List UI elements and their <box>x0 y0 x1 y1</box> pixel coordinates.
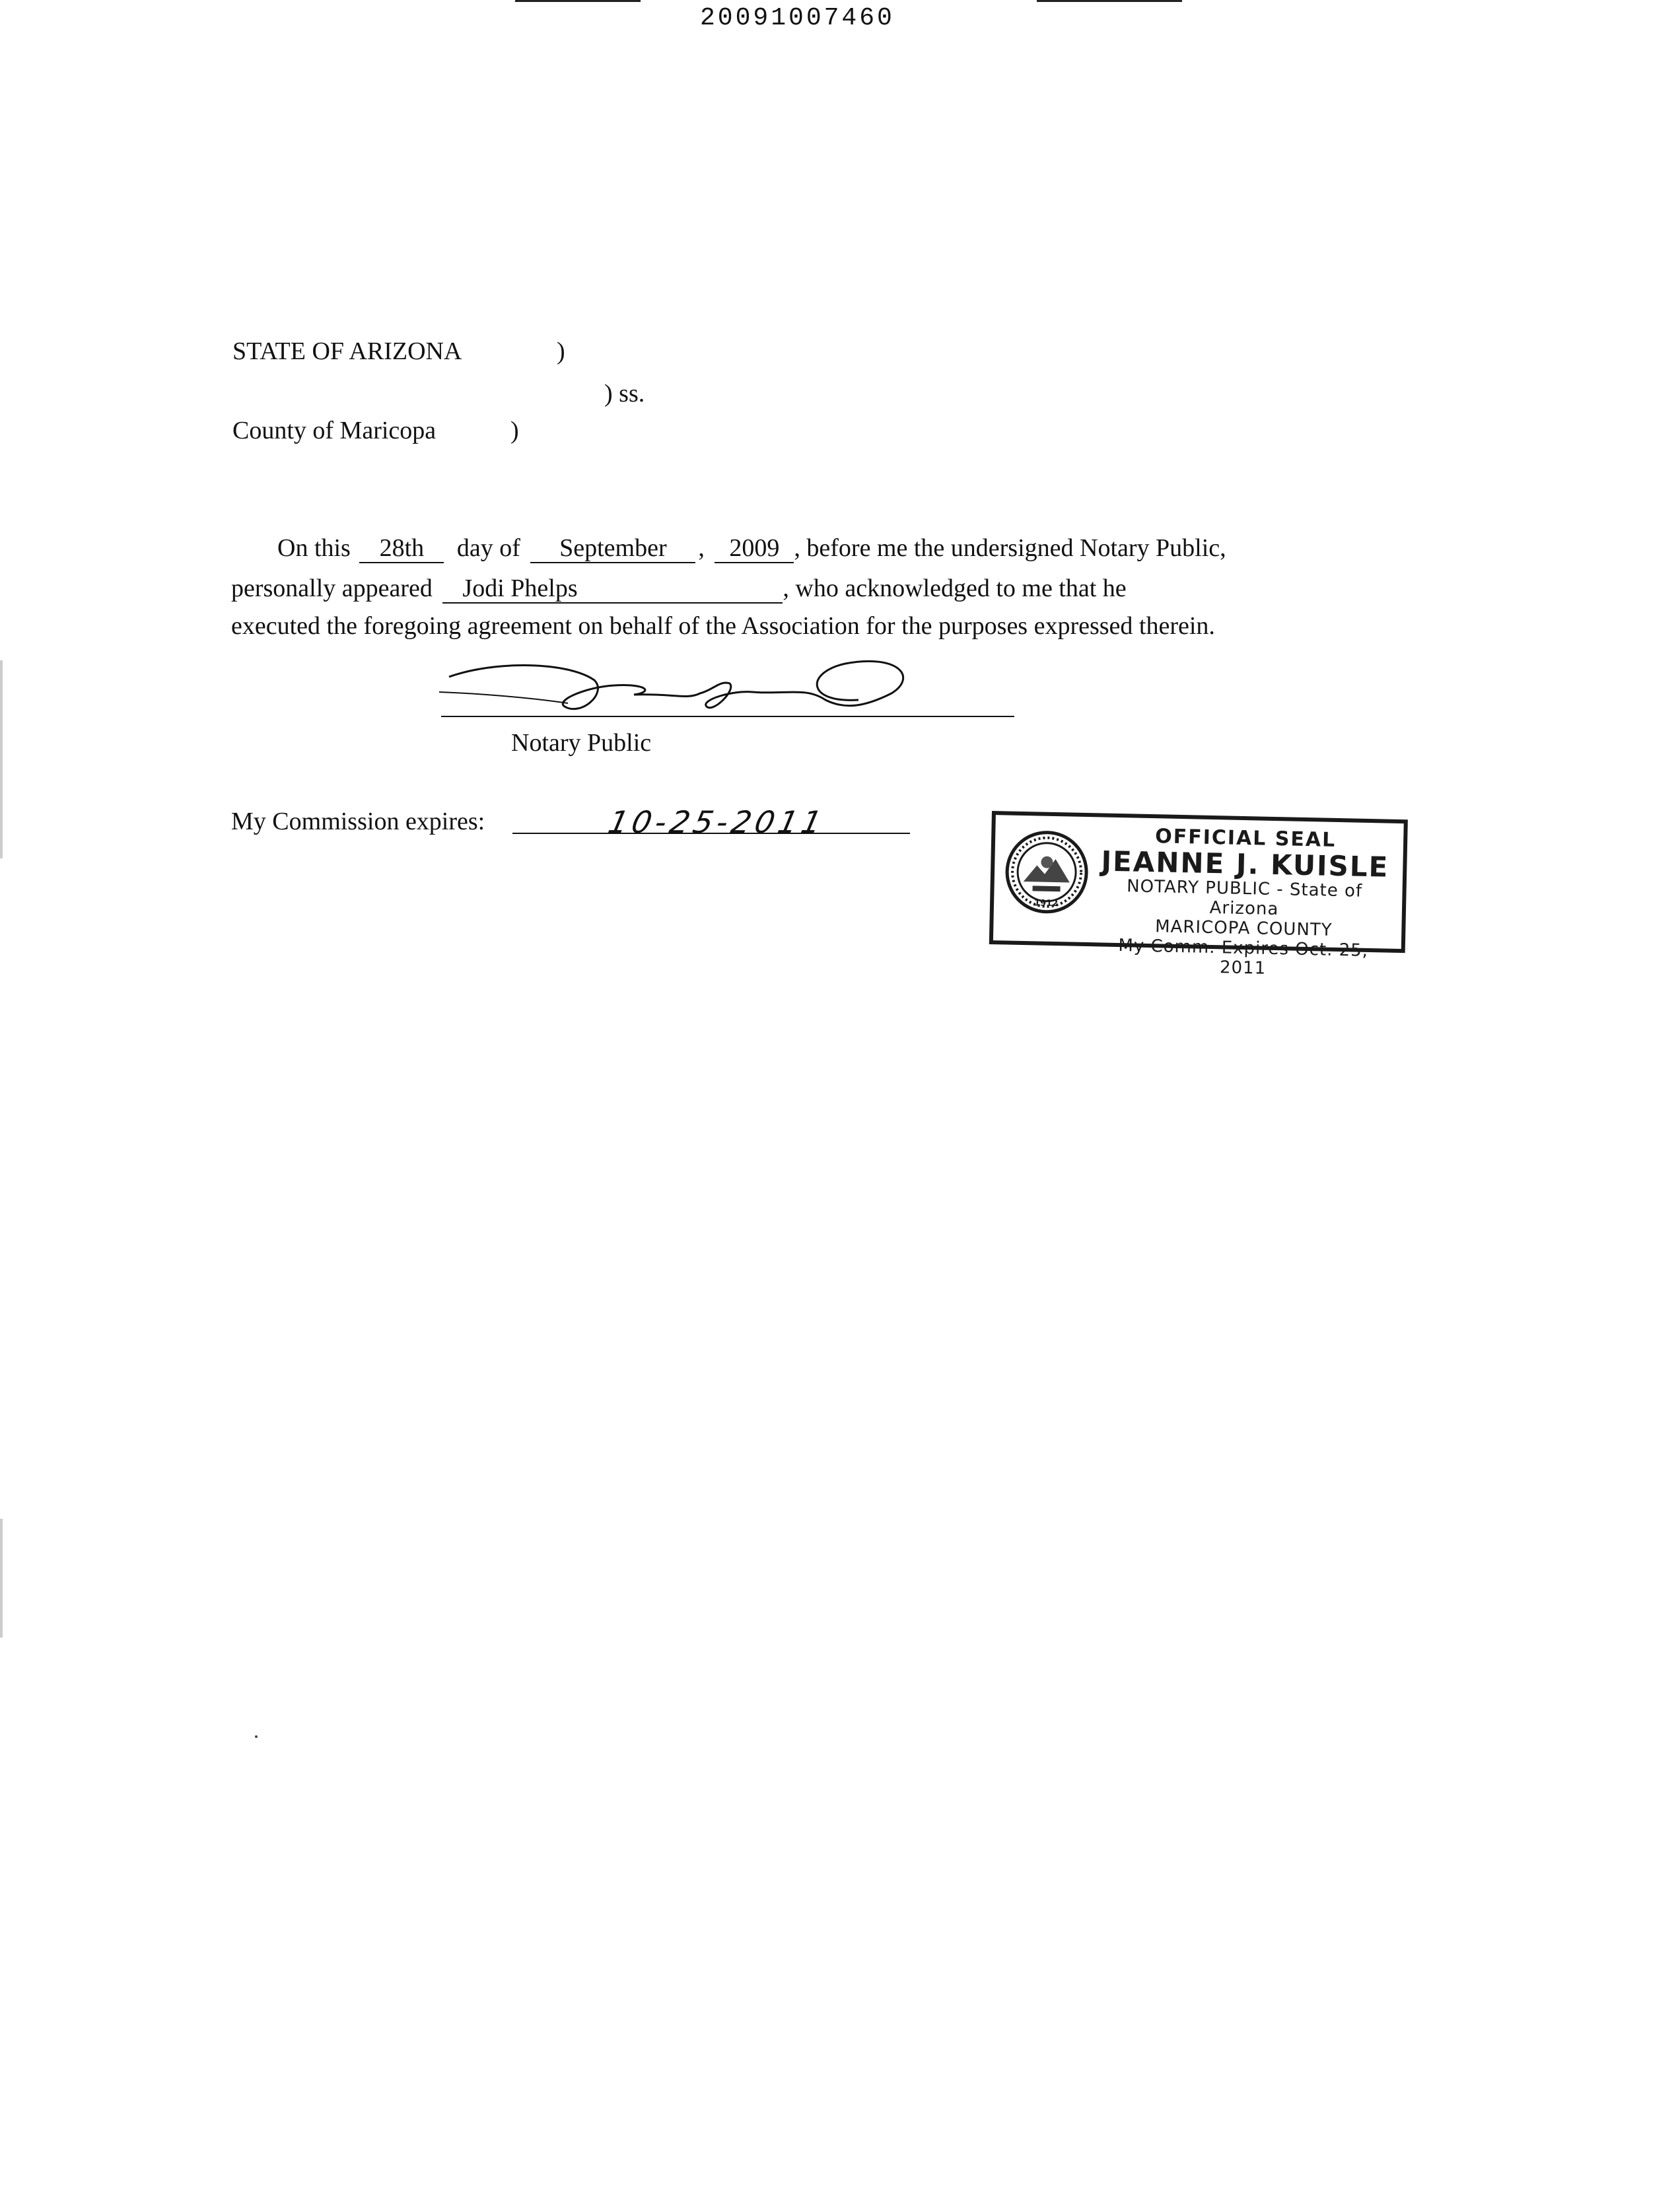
arizona-state-seal-icon <box>1003 828 1091 916</box>
stamp-line-2: JEANNE J. KUISLE <box>1100 845 1389 884</box>
ack-prefix: On this <box>277 534 351 562</box>
notary-signature <box>436 654 951 733</box>
scan-edge-mark <box>0 1519 3 1638</box>
commission-date: 10-25-2011 <box>605 804 829 840</box>
notary-public-label: Notary Public <box>511 729 652 757</box>
commission-label: My Commission expires: <box>231 808 485 835</box>
scan-edge-mark <box>0 660 3 858</box>
ack-line-1 <box>277 536 1226 563</box>
official-seal-stamp <box>989 811 1408 979</box>
record-number: 20091007460 <box>700 4 895 32</box>
ack-appeared-name: Jodi Phelps <box>442 576 608 604</box>
ack-year: 2009 <box>715 536 794 563</box>
ack-appeared-suffix: , who acknowledged to me that he <box>783 574 1127 602</box>
ack-line-3: executed the foregoing agreement on behalf of the Association for the purposes expressed therein. <box>231 612 1215 640</box>
ack-line-2 <box>231 576 1127 604</box>
ack-month: September <box>530 536 695 563</box>
county-paren: ) <box>510 417 519 444</box>
seal-year: 1912 <box>1033 898 1059 909</box>
ack-name-blank <box>608 580 783 604</box>
scan-speck <box>255 1735 258 1738</box>
ack-comma: , <box>698 534 705 562</box>
stamp-line-3: NOTARY PUBLIC - State of Arizona <box>1126 876 1363 920</box>
ss-label: ) ss. <box>604 380 645 407</box>
stamp-text <box>1092 823 1397 981</box>
state-line: STATE OF ARIZONA <box>232 337 462 365</box>
state-paren: ) <box>557 337 565 365</box>
ack-day: 28th <box>359 536 444 563</box>
stamp-line-4: MARICOPA COUNTY <box>1154 917 1333 940</box>
ack-day-of: day of <box>456 534 520 562</box>
ack-appeared-prefix: personally appeared <box>231 574 433 602</box>
ack-suffix-1: , before me the undersigned Notary Public, <box>794 534 1226 562</box>
signature-line <box>441 716 1014 717</box>
stamp-line-1: OFFICIAL SEAL <box>1154 825 1337 852</box>
county-line: County of Maricopa <box>232 417 437 444</box>
stamp-line-5: My Comm. Expires Oct. 25, 2011 <box>1118 936 1369 979</box>
top-rule-left <box>515 0 641 2</box>
top-rule-right <box>1037 0 1182 2</box>
